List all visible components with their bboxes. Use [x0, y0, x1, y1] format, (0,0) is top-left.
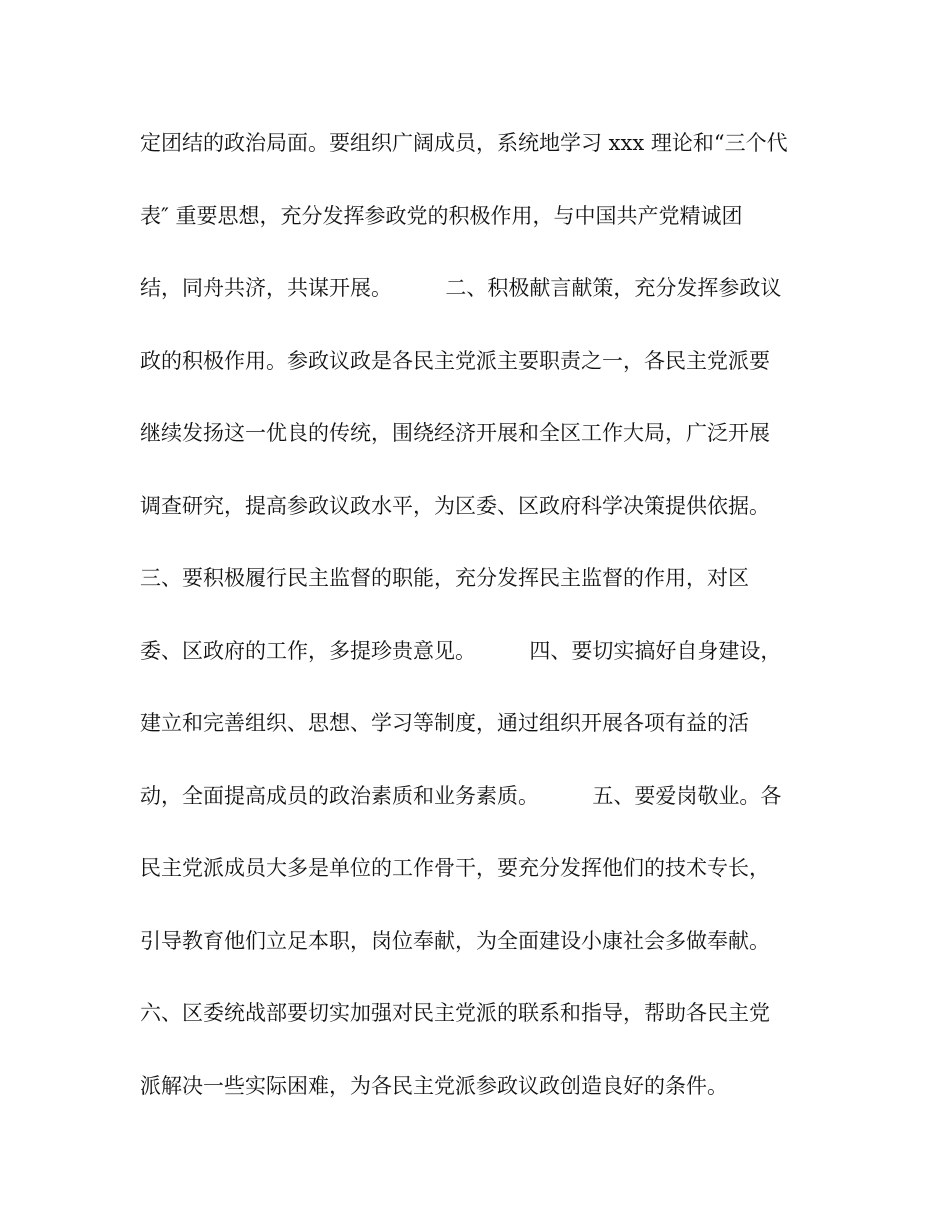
- text-line: 政的积极作用。参政议政是各民主党派主要职责之一，各民主党派要: [140, 348, 770, 373]
- text-line: 建立和完善组织、思想、学习等制度，通过组织开展各项有益的活: [140, 711, 749, 735]
- text-line: 继续发扬这一优良的传统，围绕经济开展和全区工作大局，广泛开展: [140, 421, 770, 445]
- text-line: 引导教育他们立足本职，岗位奉献，为全面建设小康社会多做奉献。: [140, 928, 770, 953]
- text-line: 表″ 重要思想，充分发挥参政党的积极作用，与中国共产党精诚团: [140, 203, 743, 228]
- text-line: 民主党派成员大多是单位的工作骨干，要充分发挥他们的技术专长，: [140, 856, 770, 880]
- text-line: 派解决一些实际困难，为各民主党派参政议政创造良好的条件。: [140, 1073, 728, 1098]
- text-line: 委、区政府的工作，多提珍贵意见。 四、要切实搞好自身建设，: [140, 638, 782, 663]
- body-text: [140, 118, 820, 1133]
- text-line: 调查研究，提高参政议政水平，为区委、区政府科学决策提供依据。: [140, 493, 770, 518]
- text-line: 定团结的政治局面。要组织广阔成员，系统地学习 xxx 理论和“三个代: [140, 131, 788, 155]
- text-line: 动，全面提高成员的政治素质和业务素质。 五、要爱岗敬业。各: [140, 783, 782, 808]
- text-line: 结，同舟共济，共谋开展。 二、积极献言献策，充分发挥参政议: [140, 276, 782, 300]
- text-line: 三、要积极履行民主监督的职能，充分发挥民主监督的作用，对区: [140, 566, 749, 590]
- text-line: 六、区委统战部要切实加强对民主党派的联系和指导，帮助各民主党: [140, 1001, 770, 1025]
